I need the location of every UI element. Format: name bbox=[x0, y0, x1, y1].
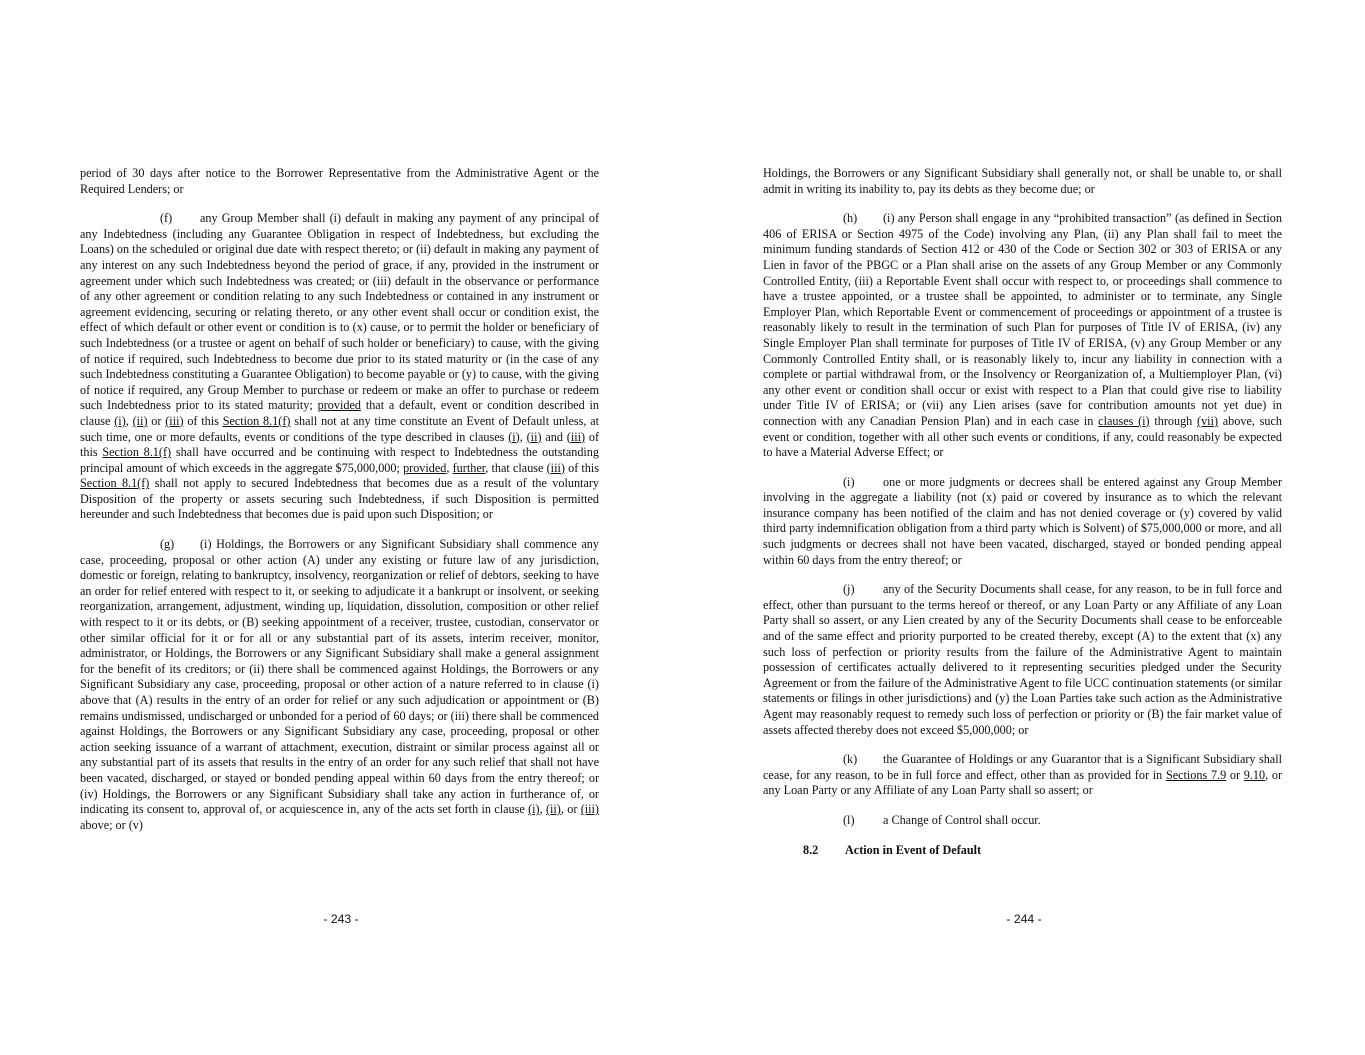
clause-ref-iii: (iii) bbox=[580, 802, 599, 817]
section-ref: Sections 7.9 bbox=[1165, 767, 1227, 782]
conj: of this bbox=[80, 429, 600, 460]
clause-f-text-2: that a default, event or condition described in clause bbox=[80, 398, 600, 428]
page-243 bbox=[0, 0, 682, 1055]
clause-ref-i: (i) bbox=[508, 429, 520, 444]
page-number: - 243 - bbox=[323, 912, 359, 926]
clause-ref-ii: (ii) bbox=[545, 802, 561, 817]
provided-term: provided bbox=[403, 460, 447, 475]
conj: and bbox=[545, 429, 563, 444]
clause-l bbox=[763, 813, 1282, 829]
section-ref: Section 8.1(f) bbox=[80, 476, 150, 491]
section-ref: 9.10 bbox=[1243, 767, 1266, 782]
left-text-column bbox=[80, 166, 599, 847]
further-term: further bbox=[452, 460, 486, 475]
clause-k-text-2: , or any Loan Party or any Affiliate of any Loan Party shall so assert; or bbox=[763, 767, 1283, 798]
conj: through bbox=[1154, 413, 1193, 428]
continued-text: Holdings, the Borrowers or any Significant Subsidiary shall generally not, or shall be unable to, or shall admit in writing its inability to, pay its debts as they become due; or bbox=[763, 166, 1282, 196]
clause-g-text-1: (i) Holdings, the Borrowers or any Significant Subsidiary shall commence any case, proceeding, proposal or other action (A) under any existing or future law of any jurisdiction, domestic or foreign, relating to bankruptcy, insolvency, reorganization or relief of debtors, seeking to have an order for relief entered with respect to it, or seeking to adjudicate it a bankrupt or insolvent, or seeking reorganization, arrangement, adjustment, winding up, liquidation, dissolution, composition or other relief with respect to it or its debts, or (B) seeking appointment of a receiver, trustee, custodian, conservator or other similar official for it or for all or any substantial part of its assets, interim receiver, monitor, administrator, or Holdings, the Borrowers or any Significant Subsidiary shall make a general assignment for the benefit of its creditors; or (ii) there shall be commenced against Holdings, the Borrowers or any Significant Subsidiary any case, proceeding, proposal or other action of a nature referred to in clause (i) above that (A) results in the entry of an order for relief or any such adjudication or appointment or (B) remains undismissed, undischarged or unbonded for a period of 60 days; or (iii) there shall be commenced against Holdings, the Borrowers or any Significant Subsidiary any case, proceeding, proposal or other action seeking issuance of a warrant of attachment, execution, distraint or similar process against all or any substantial part of its assets that results in the entry of an order for any such relief that shall not have been vacated, discharged, or stayed or bonded pending appeal within 60 days from the entry thereof; or (iv) Holdings, the Borrowers or any Significant Subsidiary shall take any action in furtherance of, or indicating its consent to, approval of, or acquiescence in, any of the acts set forth in clause bbox=[80, 537, 599, 817]
clause-k bbox=[763, 752, 1282, 799]
clause-j-text: any of the Security Documents shall cease, for any reason, to be in full force and effect, other than pursuant to the terms hereof or thereof, or any Loan Party or any Affiliate of any Loan Party shall so assert, or any Lien created by any of the Security Documents shall cease to be enforceable and of the same effect and priority purported to be created thereby, except (A) to the extent that (x) any such loss of perfection or priority results from the failure of the Administrative Agent to maintain possession of certificates actually delivered to it representing securities pledged under the Security Agreement or from the failure of the Administrative Agent to file UCC continuation statements (or similar statements or filings in other jurisdictions) and (y) the Loan Parties take such action as the Administrative Agent may reasonably request to remedy such loss of perfection or priority or (B) the fair market value of assets affected thereby does not exceed $5,000,000; or bbox=[763, 582, 1282, 737]
section-heading bbox=[763, 843, 1282, 859]
conj: or bbox=[567, 802, 578, 817]
page-244 bbox=[683, 0, 1365, 1055]
clause-i bbox=[763, 475, 1282, 569]
clause-i-label: (i) bbox=[843, 474, 855, 489]
clause-j-label: (j) bbox=[843, 582, 855, 597]
clause-f-label: (f) bbox=[160, 211, 173, 226]
clause-f: (f) any Group Member shall (i) default in making any payment of any principal of any Indebtedness (including any Guarantee Obligation in respect of Indebtedness, but excluding the Loans) on the scheduled or original due date with respect thereto; or (ii) default in making any payment of any interest on any such Indebtedness beyond the period of grace, if any, provided in the instrument or agreement under which such Indebtedness was created; or (iii) default in the observance or performance of any other agreement or condition relating to any such Indebtedness or contained in any instrument or agreement evidencing, securing or relating thereto, or any other event shall occur or condition exist, the effect of which default or other event or condition is to (x) cause, or to permit the holder or beneficiary of such Indebtedness (or a trustee or agent on behalf of such holder or beneficiary) to cause, with the giving of notice if required, such Indebtedness to become due prior to its stated maturity or (in the case of any such Indebtedness constituting a Guarantee Obligation) to become payable or (y) to cause, with the giving of notice if required, any Group Member to purchase or redeem or make an offer to purchase or redeem such Indebtedness prior to its stated maturity; provided that a default, event or condition described in clause (i), (ii) or (iii) of this Section 8.1(f) shall not at any time constitute an Event of Default unless, at such time, one or more defaults, events or conditions of the type described in clauses (i), (ii) and (iii) of this Section 8.1(f) shall have occurred and be continuing with respect to Indebtedness the outstanding principal amount of which exceeds in the aggregate $75,000,000; provided, further, that clause (iii) of this Section 8.1(f) shall not apply to secured Indebtedness that becomes due as a result of the voluntary Disposition of the property or assets securing such Indebtedness, if such Disposition is permitted hereunder and such Indebtedness that becomes due is paid upon such Disposition; or bbox=[80, 211, 600, 522]
clause-h-text-2: above, such event or condition, together with all other such events or conditions, if any, could reasonably be expected to have a Material Adverse Effect; or bbox=[763, 413, 1282, 460]
clause-h bbox=[763, 211, 1282, 461]
continued-text: period of 30 days after notice to the Borrower Representative from the Administrative Agent or the Required Lenders; or bbox=[80, 166, 599, 196]
section-ref: Section 8.1(f) bbox=[102, 445, 172, 460]
conj: of this bbox=[568, 460, 600, 475]
clause-f-text-4: shall have occurred and be continuing with respect to Indebtedness the outstanding principal amount of which exceeds in the aggregate $75,000,000; bbox=[80, 445, 599, 475]
clause-ref-clauses-i: clauses (i) bbox=[1098, 413, 1150, 428]
clause-i-text: one or more judgments or decrees shall be entered against any Group Member involving in the aggregate a liability (not (x) paid or covered by insurance as to which the relevant insurance company has been notified of the claim and has not denied coverage or (y) covered by valid third party indemnification obligation from a third party which is Solvent) of $75,000,000 or more, and all such judgments or decrees shall not have been vacated, discharged, stayed or bonded pending appeal within 60 days from the entry thereof; or bbox=[763, 474, 1282, 567]
continued-paragraph bbox=[80, 166, 599, 197]
clause-f-text-6: shall not apply to secured Indebtedness that becomes due as a result of the voluntary Disposition of the property or assets securing such Indebtedness, if such Disposition is permitted hereunder and such Indebtedness that becomes due is paid upon such Disposition; or bbox=[80, 476, 600, 522]
clause-l-label: (l) bbox=[843, 812, 855, 827]
clause-f-text-1: any Group Member shall (i) default in making any payment of any principal of any Indebtedness (including any Guarantee Obligation in respect of Indebtedness, but excluding the Loans) on the scheduled or original due date with respect thereto; or (ii) default in making any payment of any interest on any such Indebtedness beyond the period of grace, if any, provided in the instrument or agreement under which such Indebtedness was created; or (iii) default in the observance or performance of any other agreement or condition relating to any such Indebtedness or contained in any instrument or agreement evidencing, securing or relating thereto, or any other event shall occur or condition exist, the effect of which default or other event or condition is to (x) cause, or to permit the holder or beneficiary of such Indebtedness (or a trustee or agent on behalf of such holder or beneficiary) to cause, with the giving of notice if required, such Indebtedness to become due prior to its stated maturity or (in the case of any such Indebtedness constituting a Guarantee Obligation) to become payable or (y) to cause, with the giving of notice if required, any Group Member to purchase or redeem or make an offer to purchase or redeem such Indebtedness prior to its stated maturity; bbox=[80, 211, 599, 413]
provided-term: provided bbox=[317, 398, 361, 413]
clause-f-text-3: shall not at any time constitute an Event of Default unless, at such time, one or more defaults, events or conditions of the type described in clauses bbox=[80, 413, 599, 444]
section-title: Action in Event of Default bbox=[845, 842, 982, 857]
clause-ref-i: (i) bbox=[528, 802, 540, 817]
conj: of this bbox=[187, 413, 219, 428]
clause-g-label: (g) bbox=[160, 537, 175, 552]
clause-ref-iii: (iii) bbox=[165, 413, 184, 428]
clause-k-text-1: the Guarantee of Holdings or any Guarantor that is a Significant Subsidiary shall cease, for any reason, to be in full force and effect, other than as provided for in bbox=[763, 752, 1282, 782]
clause-g: (g) (i) Holdings, the Borrowers or any Significant Subsidiary shall commence any case, proceeding, proposal or other action (A) under any existing or future law of any jurisdiction, domestic or foreign, relating to bankruptcy, insolvency, reorganization or relief of debtors, seeking to have an order for relief entered with respect to it, or seeking to adjudicate it a bankrupt or insolvent, or seeking reorganization, arrangement, adjustment, winding up, liquidation, dissolution, composition or other relief with respect to it or its debts, or (B) seeking appointment of a receiver, trustee, custodian, conservator or other similar official for it or for all or any substantial part of its assets, interim receiver, monitor, administrator, or Holdings, the Borrowers or any Significant Subsidiary shall make a general assignment for the benefit of its creditors; or (ii) there shall be commenced against Holdings, the Borrowers or any Significant Subsidiary any case, proceeding, proposal or other action of a nature referred to in clause (i) above that (A) results in the entry of an order for relief or any such adjudication or appointment or (B) remains undismissed, undischarged or unbonded for a period of 60 days; or (iii) there shall be commenced against Holdings, the Borrowers or any Significant Subsidiary any case, proceeding, proposal or other action seeking issuance of a warrant of attachment, execution, distraint or similar process against all or any substantial part of its assets that results in the entry of an order for any such relief that shall not have been vacated, discharged, or stayed or bonded pending appeal within 60 days from the entry thereof; or (iv) Holdings, the Borrowers or any Significant Subsidiary shall take any action in furtherance of, or indicating its consent to, approval of, or acquiescence in, any of the acts set forth in clause (i), (ii), or (iii) above; or (v) bbox=[80, 537, 599, 832]
clause-ref-iii: (iii) bbox=[546, 460, 565, 475]
clause-f-text-5: that clause bbox=[491, 460, 544, 475]
continued-paragraph bbox=[763, 166, 1282, 197]
clause-ref-i: (i) bbox=[114, 413, 126, 428]
clause-ref-iii: (iii) bbox=[566, 429, 586, 444]
clause-h-label: (h) bbox=[843, 211, 858, 226]
section-ref: Section 8.1(f) bbox=[222, 413, 291, 428]
clause-g-text-2: above; or (v) bbox=[80, 817, 143, 832]
conj: or bbox=[1229, 767, 1241, 782]
clause-j bbox=[763, 582, 1282, 738]
clause-l-text: a Change of Control shall occur. bbox=[883, 812, 1041, 827]
clause-ref-ii: (ii) bbox=[132, 413, 148, 428]
section-number: 8.2 bbox=[803, 842, 819, 857]
clause-h-text-1: (i) any Person shall engage in any “prohibited transaction” (as defined in Section 406 of ERISA or Section 4975 of the Code) involving any Plan, (ii) any Plan shall fail to meet the minimum funding standards of Section 412 or 430 of the Code or Section 302 or 303 of ERISA or any Lien in favor of the PBGC or a Plan shall arise on the assets of any Group Member or any Commonly Controlled Entity, (iii) a Reportable Event shall occur with respect to, or proceedings shall commence to have a trustee appointed, or a trustee shall be appointed, to administer or to terminate, any Single Employer Plan, which Reportable Event or commencement of proceedings or appointment of a trustee is reasonably likely to result in the termination of such Plan for purposes of Title IV of ERISA, (iv) any Single Employer Plan shall terminate for purposes of Title IV of ERISA, (v) any Group Member or any Commonly Controlled Entity shall, or is reasonably likely to, incur any liability in connection with a complete or partial withdrawal from, or the Insolvency or Reorganization of, a Multiemployer Plan, (vi) any other event or condition shall occur or exist with respect to a Plan that could give rise to liability under Title IV of ERISA; or (vii) any Lien arises (save for contribution amounts not yet due) in connection with any Canadian Pension Plan) and in each case in bbox=[763, 211, 1282, 428]
conj: or bbox=[151, 413, 162, 428]
clause-ref-vii: (vii) bbox=[1197, 413, 1219, 428]
clause-k-label: (k) bbox=[843, 752, 858, 767]
page-number: - 244 - bbox=[1006, 912, 1042, 926]
right-text-column bbox=[763, 166, 1282, 858]
clause-ref-ii: (ii) bbox=[526, 429, 542, 444]
